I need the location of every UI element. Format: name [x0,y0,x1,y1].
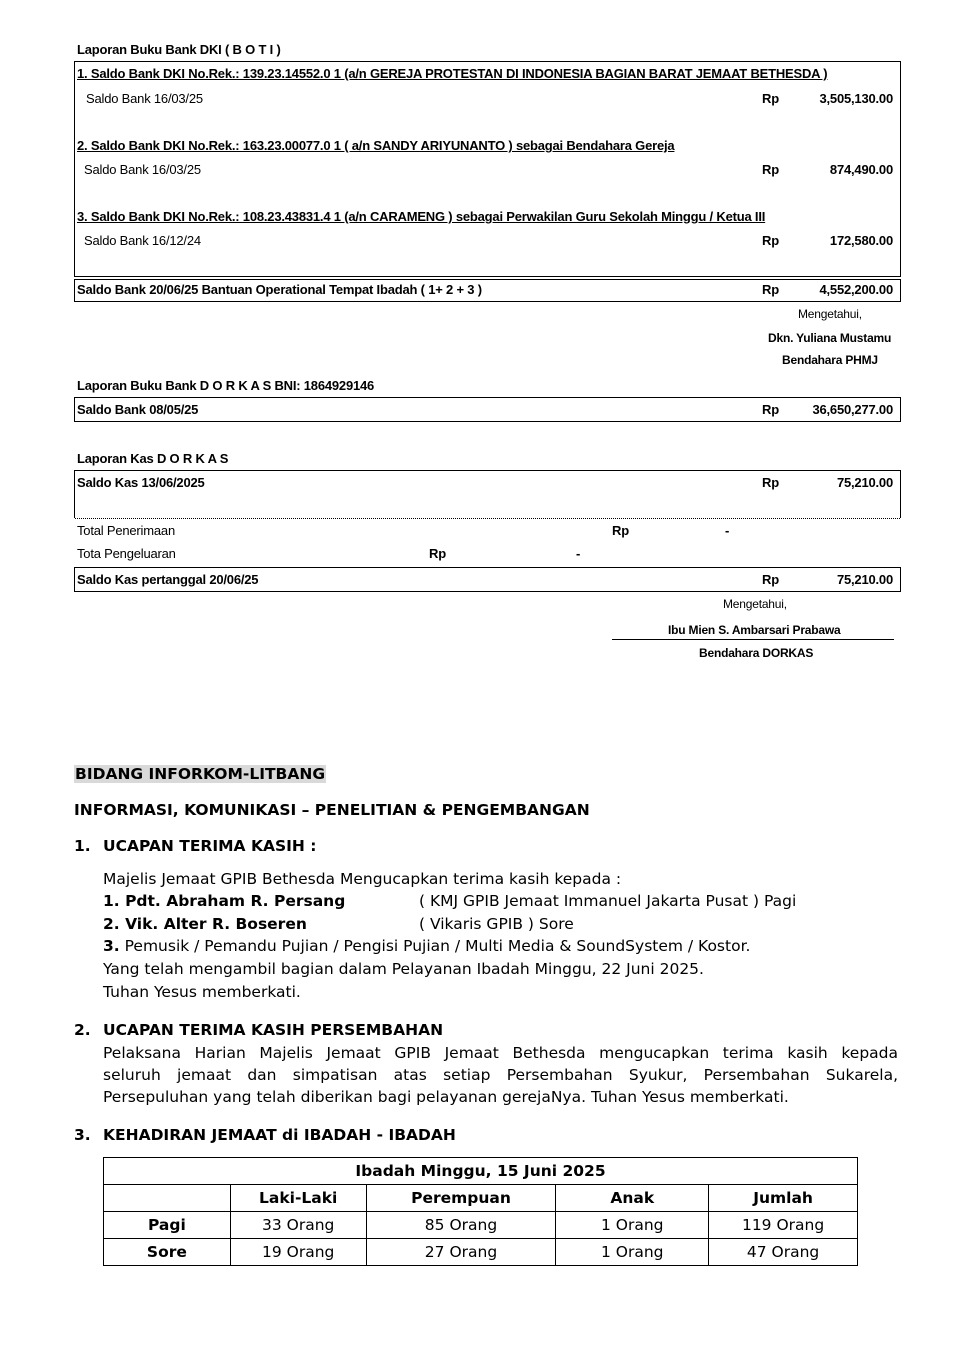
section-3-number: 3. [74,1126,91,1144]
attendance-caption: Ibadah Minggu, 15 Juni 2025 [104,1158,858,1185]
attendance-cell: 119 Orang [709,1212,858,1239]
section-1-number: 1. [74,837,91,855]
boti-account-2-label: Saldo Bank 16/03/25 [84,162,201,177]
dorkas-kas-expense-currency: Rp [429,546,446,561]
dorkas-sign-name: Ibu Mien S. Ambarsari Prabawa [668,623,841,637]
boti-total-amount: 4,552,200.00 [819,282,893,297]
boti-account-2-heading: 2. Saldo Bank DKI No.Rek.: 163.23.00077.0 1 ( a/n SANDY ARIYUNANTO ) sebagai Bendahara Gereja [77,138,675,153]
attendance-header-empty [104,1185,231,1212]
attendance-header-male: Laki-Laki [230,1185,366,1212]
boti-account-3-heading: 3. Saldo Bank DKI No.Rek.: 108.23.43831.4 1 (a/n CARAMENG ) sebagai Perwakilan Guru Sekolah Minggu / Ketua III [77,209,766,224]
attendance-table [103,1157,858,1266]
boti-sign-role: Bendahara PHMJ [782,353,878,367]
section-1-person-1-desc: ( KMJ GPIB Jemaat Immanuel Jakarta Pusat ) Pagi [419,892,797,910]
attendance-row-label: Sore [104,1239,231,1266]
dorkas-kas-income-currency: Rp [612,523,629,538]
boti-account-3-currency: Rp [762,233,779,248]
attendance-header-female: Perempuan [366,1185,556,1212]
dorkas-kas-income-amount: - [725,523,730,538]
boti-account-2-amount: 874,490.00 [829,162,893,177]
attendance-cell: 1 Orang [556,1239,709,1266]
dorkas-kas-title: Laporan Kas D O R K A S [77,451,229,466]
dorkas-kas-end-label: Saldo Kas pertanggal 20/06/25 [77,572,259,587]
boti-account-1-amount: 3,505,130.00 [819,91,893,106]
attendance-row-label: Pagi [104,1212,231,1239]
section-1-line-5: Yang telah mengambil bagian dalam Pelayanan Ibadah Minggu, 22 Juni 2025. [103,960,704,978]
dorkas-sign-role: Bendahara DORKAS [699,646,814,660]
dorkas-kas-income-label: Total Penerimaan [77,523,175,538]
attendance-caption-row [104,1158,858,1185]
boti-total-currency: Rp [762,282,779,297]
attendance-cell: 33 Orang [230,1212,366,1239]
attendance-header-child: Anak [556,1185,709,1212]
section-2-number: 2. [74,1021,91,1039]
boti-account-3-amount: 172,580.00 [829,233,893,248]
attendance-header-row [104,1185,858,1212]
boti-account-2-currency: Rp [762,162,779,177]
dorkas-sign-line [612,639,894,640]
dorkas-kas-end-currency: Rp [762,572,779,587]
attendance-cell: 27 Orang [366,1239,556,1266]
dorkas-sign-known: Mengetahui, [723,597,787,611]
dorkas-kas-saldo-label: Saldo Kas 13/06/2025 [77,475,205,490]
boti-sign-known: Mengetahui, [798,307,862,321]
section-2-line-1: Pelaksana Harian Majelis Jemaat GPIB Jemaat Bethesda mengucapkan terima kasih kepada [103,1044,898,1062]
dorkas-kas-saldo-amount: 75,210.00 [836,475,893,490]
section-1-line-6: Tuhan Yesus memberkati. [103,983,301,1001]
attendance-header-total: Jumlah [709,1185,858,1212]
section-1-item-3 [103,937,750,955]
dorkas-kas-expense-label: Tota Pengeluaran [77,546,176,561]
dorkas-kas-expense-amount: - [576,546,581,561]
section-2-title: UCAPAN TERIMA KASIH PERSEMBAHAN [103,1021,444,1039]
boti-title: Laporan Buku Bank DKI ( B O T I ) [77,42,281,57]
boti-account-3-label: Saldo Bank 16/12/24 [84,233,201,248]
section-3-title: KEHADIRAN JEMAAT di IBADAH - IBADAH [103,1126,456,1144]
section-1-intro: Majelis Jemaat GPIB Bethesda Mengucapkan terima kasih kepada : [103,870,622,888]
section-2-line-3: Persepuluhan yang telah diberikan bagi pelayanan gerejaNya. Tuhan Yesus memberkati. [103,1088,789,1106]
dorkas-kas-saldo-currency: Rp [762,475,779,490]
section-1-person-2-desc: ( Vikaris GPIB ) Sore [419,915,574,933]
dorkas-kas-end-amount: 75,210.00 [836,572,893,587]
section-1-item-3-number: 3. [103,937,120,955]
dorkas-bank-label: Saldo Bank 08/05/25 [77,402,199,417]
boti-account-1-label: Saldo Bank 16/03/25 [86,91,203,106]
boti-total-label: Saldo Bank 20/06/25 Bantuan Operational Tempat Ibadah ( 1+ 2 + 3 ) [77,282,482,297]
attendance-cell: 19 Orang [230,1239,366,1266]
boti-account-1-heading: 1. Saldo Bank DKI No.Rek.: 139.23.14552.0 1 (a/n GEREJA PROTESTAN DI INDONESIA BAGIAN BARAT JEMAAT BETHESDA ) [77,66,828,81]
boti-sign-name: Dkn. Yuliana Mustamu [768,331,892,345]
attendance-cell: 85 Orang [366,1212,556,1239]
boti-account-1-currency: Rp [762,91,779,106]
section-1-title: UCAPAN TERIMA KASIH : [103,837,317,855]
dorkas-bank-amount: 36,650,277.00 [812,402,893,417]
attendance-cell: 1 Orang [556,1212,709,1239]
section-1-person-2-name: 2. Vik. Alter R. Boseren [103,915,307,933]
attendance-row-sore [104,1239,858,1266]
section-1-item-3-text: Pemusik / Pemandu Pujian / Pengisi Pujian / Multi Media & SoundSystem / Kostor. [119,937,751,955]
dorkas-bank-title: Laporan Buku Bank D O R K A S BNI: 1864929146 [77,378,375,393]
inforkom-heading: BIDANG INFORKOM-LITBANG [75,765,326,783]
dorkas-kas-dotted-divider [75,518,900,519]
attendance-cell: 47 Orang [709,1239,858,1266]
section-2-line-2: seluruh jemaat dan simpatisan atas setiap Persembahan Syukur, Persembahan Sukarela, [103,1066,898,1084]
attendance-row-pagi [104,1212,858,1239]
inforkom-subheading: INFORMASI, KOMUNIKASI – PENELITIAN & PENGEMBANGAN [74,801,590,819]
section-1-person-1-name: 1. Pdt. Abraham R. Persang [103,892,346,910]
dorkas-bank-currency: Rp [762,402,779,417]
